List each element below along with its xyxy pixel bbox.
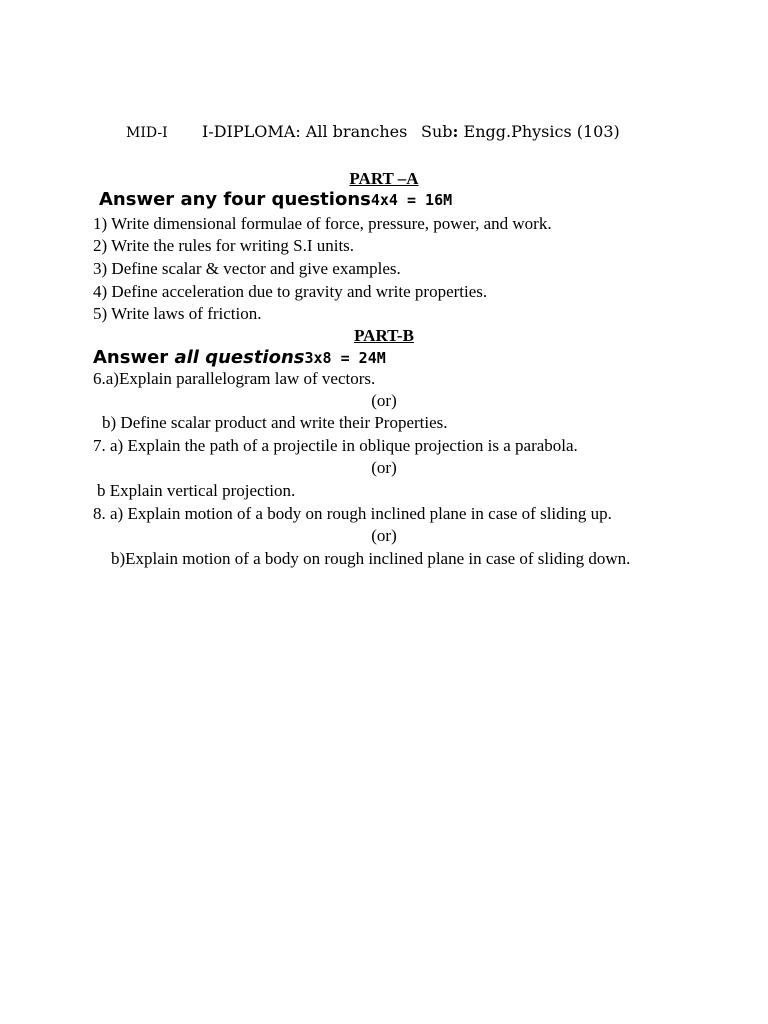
- question-8b: b)Explain motion of a body on rough inclined plane in case of sliding down.: [111, 549, 631, 568]
- part-a-instruction-text: Answer any four questions: [99, 189, 371, 210]
- subject-name: Engg.Physics (103): [458, 122, 620, 141]
- subject: [421, 122, 620, 141]
- exam-header: [0, 122, 768, 146]
- part-a-instruction: [99, 189, 452, 211]
- question-6a: 6.a)Explain parallelogram law of vectors.: [93, 369, 376, 388]
- part-b-instruction: [93, 347, 386, 369]
- question-4: 4) Define acceleration due to gravity and write properties.: [93, 282, 488, 301]
- question-7a: 7. a) Explain the path of a projectile in oblique projection is a parabola.: [93, 436, 578, 455]
- subject-label: Sub: [421, 122, 453, 141]
- question-5: 5) Write laws of friction.: [93, 304, 262, 323]
- part-b-instruction-text: Answer: [93, 347, 175, 368]
- exam-name: MID-I: [126, 125, 168, 141]
- part-a-title: PART –A: [349, 169, 419, 188]
- or-separator: (or): [371, 391, 397, 410]
- question-8a: 8. a) Explain motion of a body on rough inclined plane in case of sliding up.: [93, 504, 612, 523]
- part-b-instruction-emphasis: all questions: [174, 347, 305, 368]
- or-separator: (or): [371, 526, 397, 545]
- question-6b: b) Define scalar product and write their Properties.: [102, 413, 448, 432]
- part-a-marks: 4x4 = 16M: [370, 191, 453, 209]
- or-separator: (or): [371, 458, 397, 477]
- question-2: 2) Write the rules for writing S.I units.: [93, 236, 355, 255]
- question-7b: b Explain vertical projection.: [97, 481, 296, 500]
- course-name: I-DIPLOMA: All branches: [202, 122, 408, 141]
- part-b-title: PART-B: [354, 326, 414, 345]
- part-b-marks: 3x8 = 24M: [304, 349, 386, 367]
- subject-separator: :: [452, 122, 459, 141]
- question-3: 3) Define scalar & vector and give examples.: [93, 259, 401, 278]
- question-1: 1) Write dimensional formulae of force, pressure, power, and work.: [93, 214, 552, 233]
